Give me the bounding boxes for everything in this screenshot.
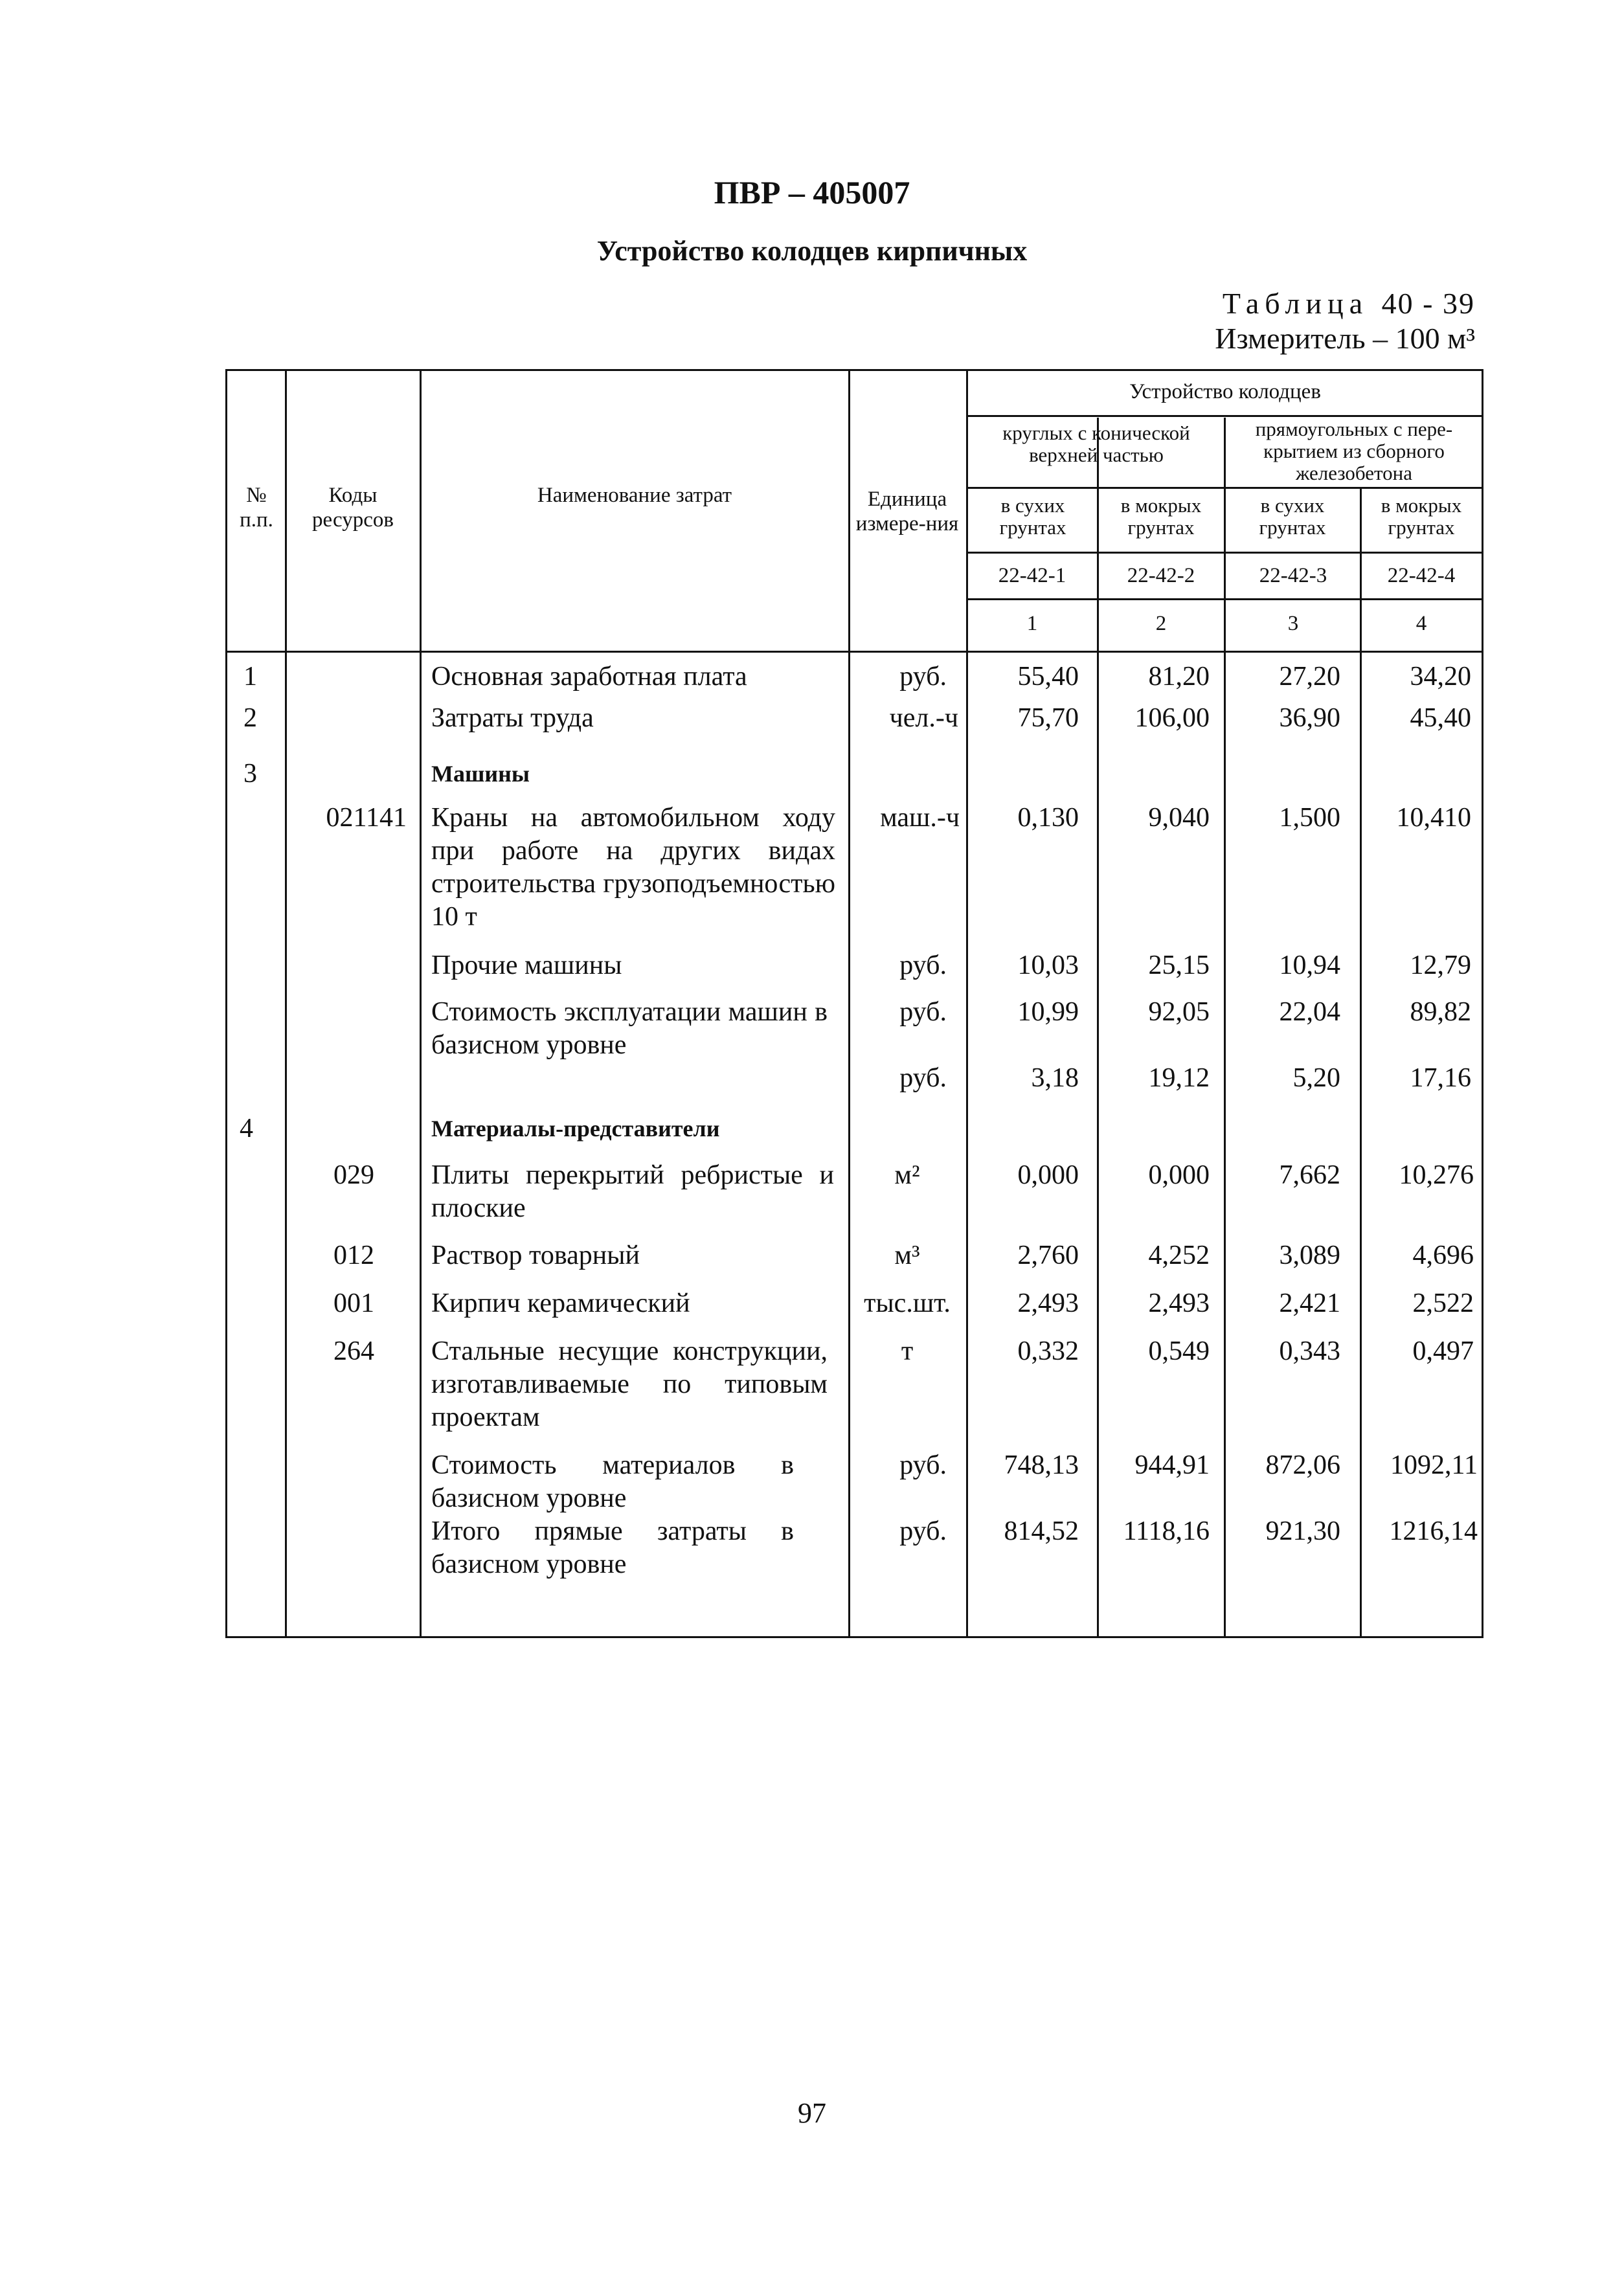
value-col-2: 81,20 bbox=[1148, 662, 1210, 692]
row-name: Стальные несущие конструкции, изготавливаемые по типовым проектам bbox=[431, 1336, 828, 1432]
header-col-num-2: 2 bbox=[1155, 612, 1167, 635]
value-col-1: 0,332 bbox=[1017, 1336, 1079, 1366]
value-col-3: 872,06 bbox=[1265, 1450, 1340, 1480]
value-col-4: 34,20 bbox=[1410, 662, 1471, 692]
header-col-num-1: 1 bbox=[1026, 612, 1038, 635]
row-name: Основная заработная плата bbox=[431, 662, 747, 692]
row-name: Раствор товарный bbox=[431, 1241, 640, 1270]
value-col-2: 25,15 bbox=[1148, 950, 1210, 980]
value-col-3: 2,421 bbox=[1279, 1288, 1340, 1318]
row-unit: руб. bbox=[899, 950, 947, 980]
value-col-4: 1092,11 bbox=[1390, 1450, 1478, 1480]
document-code: ПВР – 405007 bbox=[714, 174, 910, 210]
measure-unit: Измеритель – 100 м³ bbox=[1215, 322, 1475, 355]
section-heading-machines: Машины bbox=[431, 761, 530, 787]
row-number: 1 bbox=[243, 662, 257, 692]
value-col-1: 55,40 bbox=[1017, 662, 1079, 692]
row-code: 012 bbox=[333, 1241, 374, 1270]
row-unit: т bbox=[901, 1336, 914, 1366]
header-dry-2: в сухих грунтах bbox=[1259, 494, 1326, 539]
row-name: Затраты труда bbox=[431, 703, 594, 733]
row-unit: руб. bbox=[899, 997, 947, 1027]
header-code-col-1: 22-42-1 bbox=[998, 564, 1066, 587]
value-col-2: 19,12 bbox=[1148, 1063, 1210, 1093]
value-col-1: 0,000 bbox=[1017, 1160, 1079, 1190]
row-name: Прочие машины bbox=[431, 950, 622, 980]
value-col-3: 27,20 bbox=[1279, 662, 1340, 692]
row-unit: руб. bbox=[899, 1063, 947, 1093]
table-label-word: Таблица bbox=[1222, 287, 1369, 320]
value-col-2: 0,000 bbox=[1148, 1160, 1210, 1190]
value-col-4: 10,276 bbox=[1399, 1160, 1474, 1190]
value-col-4: 2,522 bbox=[1412, 1288, 1474, 1318]
document-subtitle: Устройство колодцев кирпичных bbox=[596, 235, 1028, 267]
header-number: № п.п. bbox=[240, 484, 273, 532]
value-col-4: 45,40 bbox=[1410, 703, 1471, 733]
header-round: круглых с конической верхней частью bbox=[1002, 422, 1190, 466]
value-col-2: 2,493 bbox=[1148, 1288, 1210, 1318]
value-col-3: 0,343 bbox=[1279, 1336, 1340, 1366]
header-dry-1: в сухих грунтах bbox=[999, 494, 1066, 539]
value-col-1: 10,99 bbox=[1017, 997, 1079, 1027]
header-unit: Единица измере-ния bbox=[855, 488, 959, 535]
row-unit: чел.-ч bbox=[889, 703, 958, 733]
row-name: Краны на автомобильном ходу при работе на других видах строительства грузоподъемностью 10 т bbox=[431, 803, 835, 932]
section-heading-materials: Материалы-представители bbox=[431, 1116, 720, 1142]
value-col-3: 3,089 bbox=[1279, 1241, 1340, 1270]
value-col-1: 0,130 bbox=[1017, 803, 1079, 833]
row-name: Стоимость эксплуатации машин в базисном уровне bbox=[431, 997, 828, 1060]
value-col-1: 10,03 bbox=[1017, 950, 1079, 980]
row-unit: маш.-ч bbox=[880, 803, 960, 833]
value-col-3: 22,04 bbox=[1279, 997, 1340, 1027]
value-col-3: 5,20 bbox=[1292, 1063, 1340, 1093]
value-col-3: 36,90 bbox=[1279, 703, 1340, 733]
table-label bbox=[1223, 286, 1475, 321]
row-unit: руб. bbox=[899, 1450, 947, 1480]
value-col-4: 17,16 bbox=[1410, 1063, 1471, 1093]
value-col-1: 748,13 bbox=[1004, 1450, 1079, 1480]
row-name: Итого прямые затраты в базисном уровне bbox=[431, 1516, 794, 1579]
row-name: Плиты перекрытий ребристые и плоские bbox=[431, 1160, 834, 1223]
header-wet-2: в мокрых грунтах bbox=[1381, 494, 1462, 539]
table-number: 40 - 39 bbox=[1381, 287, 1475, 320]
value-col-4: 89,82 bbox=[1410, 997, 1471, 1027]
header-rectangular: прямоугольных с пере-крытием из сборного железобетона bbox=[1255, 418, 1453, 484]
value-col-4: 4,696 bbox=[1412, 1241, 1474, 1270]
value-col-3: 10,94 bbox=[1279, 950, 1340, 980]
value-col-2: 1118,16 bbox=[1123, 1516, 1210, 1546]
row-unit: м² bbox=[894, 1160, 920, 1190]
header-col-num-3: 3 bbox=[1287, 612, 1299, 635]
row-code: 021141 bbox=[326, 803, 407, 833]
value-col-2: 92,05 bbox=[1148, 997, 1210, 1027]
value-col-2: 106,00 bbox=[1134, 703, 1210, 733]
header-code-col-3: 22-42-3 bbox=[1259, 564, 1327, 587]
row-number: 4 bbox=[240, 1114, 253, 1143]
header-code-col-4: 22-42-4 bbox=[1387, 564, 1456, 587]
row-code: 264 bbox=[333, 1336, 374, 1366]
value-col-4: 0,497 bbox=[1412, 1336, 1474, 1366]
row-unit: руб. bbox=[899, 1516, 947, 1546]
row-unit: тыс.шт. bbox=[864, 1288, 951, 1318]
value-col-4: 12,79 bbox=[1410, 950, 1471, 980]
row-number: 3 bbox=[243, 759, 257, 789]
header-code-col-2: 22-42-2 bbox=[1127, 564, 1195, 587]
row-name: Стоимость материалов в базисном уровне bbox=[431, 1450, 794, 1513]
row-unit: руб. bbox=[899, 662, 947, 692]
header-col-num-4: 4 bbox=[1415, 612, 1427, 635]
value-col-4: 1216,14 bbox=[1389, 1516, 1478, 1546]
value-col-1: 3,18 bbox=[1031, 1063, 1079, 1093]
page-number: 97 bbox=[798, 2097, 826, 2129]
row-number: 2 bbox=[243, 703, 257, 733]
value-col-2: 4,252 bbox=[1148, 1241, 1210, 1270]
row-name: Кирпич керамический bbox=[431, 1288, 690, 1318]
header-name: Наименование затрат bbox=[537, 484, 732, 507]
value-col-1: 75,70 bbox=[1017, 703, 1079, 733]
value-col-3: 1,500 bbox=[1279, 803, 1340, 833]
header-codes: Коды ресурсов bbox=[312, 484, 394, 532]
value-col-4: 10,410 bbox=[1396, 803, 1471, 833]
value-col-1: 2,760 bbox=[1017, 1241, 1079, 1270]
value-col-2: 9,040 bbox=[1148, 803, 1210, 833]
row-code: 029 bbox=[333, 1160, 374, 1190]
value-col-3: 7,662 bbox=[1279, 1160, 1340, 1190]
value-col-1: 2,493 bbox=[1017, 1288, 1079, 1318]
value-col-2: 944,91 bbox=[1134, 1450, 1210, 1480]
value-col-2: 0,549 bbox=[1148, 1336, 1210, 1366]
value-col-3: 921,30 bbox=[1265, 1516, 1340, 1546]
header-wet-1: в мокрых грунтах bbox=[1120, 494, 1202, 539]
row-code: 001 bbox=[333, 1288, 374, 1318]
row-unit: м³ bbox=[894, 1241, 920, 1270]
value-col-1: 814,52 bbox=[1004, 1516, 1079, 1546]
header-group: Устройство колодцев bbox=[1129, 380, 1321, 403]
